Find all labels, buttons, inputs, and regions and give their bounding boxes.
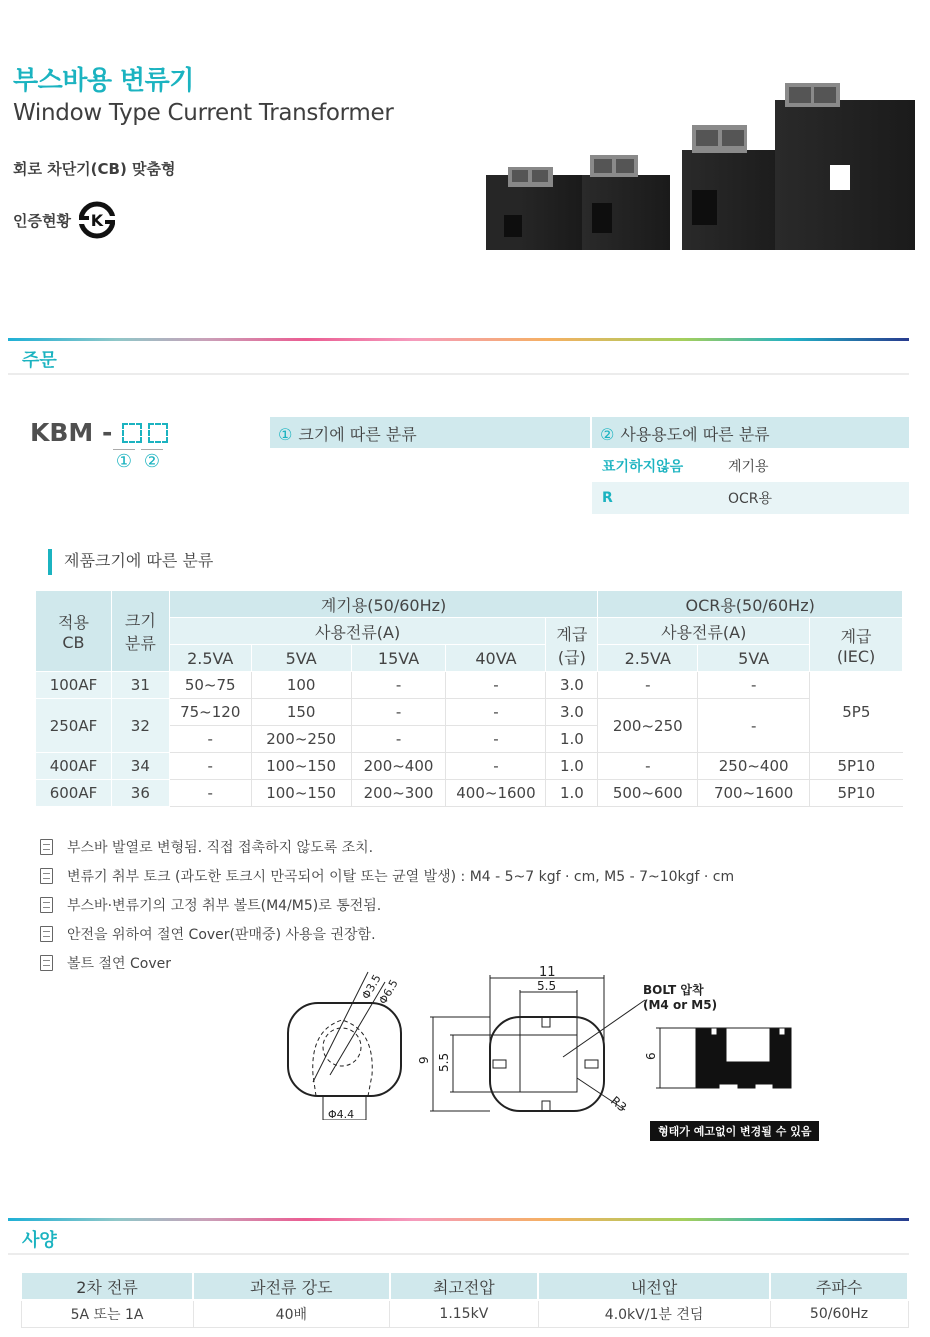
usage-code: 표기하지않음 [602,459,684,475]
note-item: 변류기 취부 토크 (과도한 토크시 만곡되어 이탈 또는 균열 발생) : M4 - 5~7 kgf · cm, M5 - 7~10kgf · cm [40,861,734,890]
table-row: 600AF 36 - 100~150 200~300 400~1600 1.0 500~600 700~1600 5P10 [36,780,903,807]
spec-header: 최고전압 [390,1272,539,1300]
section-divider-spec [8,1218,909,1221]
model-code [30,418,168,447]
section-rule [8,373,909,375]
classification-1-header [270,417,590,448]
note-item: 볼트 절연 Cover [40,949,734,978]
bolt-label: BOLT 압착 [643,983,704,997]
dim-d44: Φ4.4 [328,1108,355,1120]
dim-h9: 9 [417,1056,431,1064]
col-header-ocr-current: 사용전류(A) [598,618,810,645]
kc-mark-icon [77,200,117,240]
col-header-size: 크기 분류 [111,591,169,672]
section-title-order: 주문 [22,350,57,371]
classification-2-label: 사용용도에 따른 분류 [620,425,770,444]
col-header-ocr-class: 계급 (IEC) [810,618,903,672]
spec-header: 과전류 강도 [193,1272,389,1300]
dim-h6: 6 [644,1052,658,1060]
document-icon [40,868,53,884]
document-icon [40,955,53,971]
classification-2-row [592,482,909,514]
table-row: - 200~250 - - 1.0 [36,726,903,753]
note-item: 부스바 발열로 변형됨. 직접 접촉하지 않도록 조치. [40,832,734,861]
table-row: 100AF 31 50~75 100 - - 3.0 - - 5P5 [36,672,903,699]
col-header-va: 2.5VA [169,645,251,672]
spec-value: 40배 [193,1300,389,1327]
dim-r3: R3 [608,1093,630,1115]
dim-w55: 5.5 [537,979,557,993]
slot-number-2: ② [141,449,163,472]
col-header-va: 40VA [446,645,546,672]
spec-header: 내전압 [538,1272,770,1300]
col-header-va: 2.5VA [598,645,698,672]
section-rule [8,1253,909,1255]
spec-value: 5A 또는 1A [21,1300,193,1327]
product-image [480,75,915,255]
col-header-cb: 적용 CB [36,591,112,672]
usage-code: R [602,490,613,506]
classification-1-number: ① [278,425,293,444]
classification-2-number: ② [600,425,615,444]
spec-value: 50/60Hz [770,1300,908,1327]
page-title: 부스바용 변류기 [13,66,194,96]
size-table-subheading: 제품크기에 따른 분류 [48,549,213,575]
table-row: 400AF 34 - 100~150 200~400 - 1.0 - 250~400 5P10 [36,753,903,780]
note-item: 안전을 위하여 절연 Cover(판매중) 사용을 권장함. [40,920,734,949]
spec-value: 4.0kV/1분 견딤 [538,1300,770,1327]
usage-desc: 계기용 [728,459,769,475]
col-header-meter-current: 사용전류(A) [169,618,546,645]
bolt-cover-diagram [280,960,840,1120]
col-header-va: 15VA [351,645,446,672]
document-icon [40,926,53,942]
certification-label: 인증현황 [13,211,71,230]
spec-header: 2차 전류 [21,1272,193,1300]
classification-1-label: 크기에 따른 분류 [298,425,417,444]
col-header-va: 5VA [698,645,810,672]
dim-w11: 11 [539,965,556,980]
certification [13,200,117,240]
section-divider-order [8,338,909,341]
bolt-label-sub: (M4 or M5) [643,998,718,1012]
classification-2-header [592,417,909,448]
slot-numbers [113,449,163,472]
svg-text:K: K [90,211,104,230]
spec-value: 1.15kV [390,1300,539,1327]
spec-header: 주파수 [770,1272,908,1300]
note-item: 부스바·변류기의 고정 취부 볼트(M4/M5)로 통전됨. [40,890,734,919]
document-icon [40,897,53,913]
size-classification-table [35,590,903,807]
product-type: 회로 차단기(CB) 맞춤형 [13,160,176,178]
usage-desc: OCR용 [728,491,773,507]
model-prefix: KBM - [30,418,113,447]
table-row [21,1300,908,1327]
dim-d65: Φ6.5 [376,977,401,1007]
document-icon [40,839,53,855]
spec-table [20,1271,909,1328]
slot-1-placeholder [122,423,142,443]
section-title-spec: 사양 [22,1230,57,1251]
classification-2-row [592,450,909,482]
slot-number-1: ① [113,449,135,472]
slot-2-placeholder [148,423,168,443]
col-header-meter-group: 계기용(50/60Hz) [169,591,598,618]
page-subtitle-en: Window Type Current Transformer [13,100,394,126]
notes-list [40,832,734,978]
shape-change-notice: 형태가 예고없이 변경될 수 있음 [650,1121,819,1141]
col-header-ocr-group: OCR용(50/60Hz) [598,591,903,618]
col-header-meter-class: 계급 (급) [546,618,598,672]
dim-d35: Φ3.5 [359,972,384,1002]
col-header-va: 5VA [251,645,351,672]
dim-h55: 5.5 [437,1052,451,1072]
table-row: 250AF 32 75~120 150 - - 3.0 200~250 - [36,699,903,726]
